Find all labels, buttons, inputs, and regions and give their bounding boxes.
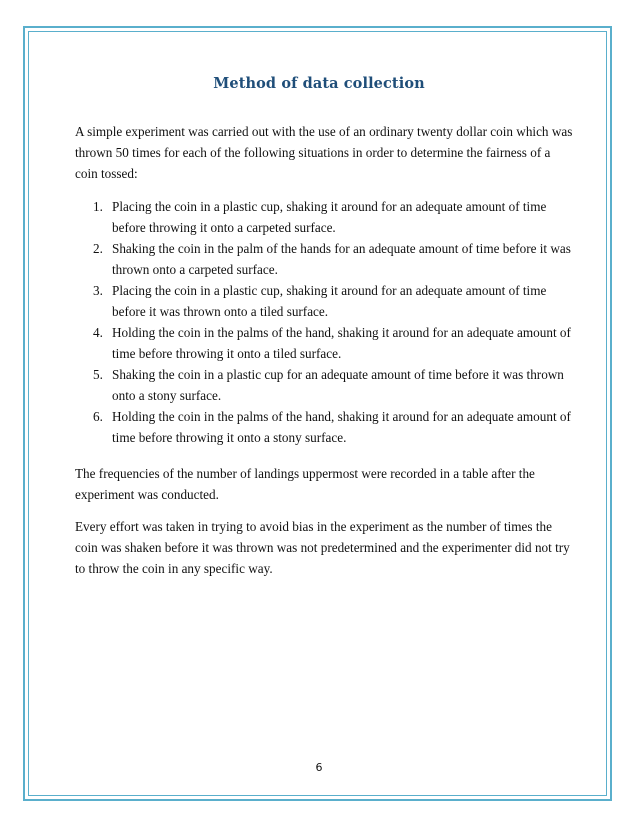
frequencies-paragraph: The frequencies of the number of landings uppermost were recorded in a table after the experiment was conducted. bbox=[75, 466, 535, 502]
list-item-number: 5. bbox=[93, 367, 103, 382]
situations-list bbox=[75, 196, 575, 448]
list-item bbox=[75, 238, 575, 280]
page-number: 6 bbox=[315, 761, 323, 774]
list-item bbox=[75, 406, 575, 448]
list-item bbox=[75, 280, 575, 322]
list-item-number: 6. bbox=[93, 409, 103, 424]
list-item-text: Shaking the coin in the palm of the hands for an adequate amount of time before it was thrown onto a carpeted surface. bbox=[112, 241, 571, 277]
list-item bbox=[75, 322, 575, 364]
list-item bbox=[75, 364, 575, 406]
list-item-text: Holding the coin in the palms of the hand, shaking it around for an adequate amount of time before throwing it onto a tiled surface. bbox=[112, 325, 571, 361]
list-item-text: Placing the coin in a plastic cup, shaking it around for an adequate amount of time before throwing it onto a carpeted surface. bbox=[112, 199, 547, 235]
intro-paragraph: A simple experiment was carried out with the use of an ordinary twenty dollar coin which was thrown 50 times for each of the following situations in order to determine the fairness of a coin tossed: bbox=[75, 124, 573, 181]
list-item-text: Placing the coin in a plastic cup, shaking it around for an adequate amount of time before it was thrown onto a tiled surface. bbox=[112, 283, 547, 319]
bias-paragraph: Every effort was taken in trying to avoid bias in the experiment as the number of times the coin was shaken before it was thrown was not predetermined and the experimenter did not try to throw the coin in any specific way. bbox=[75, 519, 570, 576]
list-item-text: Shaking the coin in a plastic cup for an adequate amount of time before it was thrown onto a stony surface. bbox=[112, 367, 564, 403]
list-item-number: 2. bbox=[93, 241, 103, 256]
section-title: Method of data collection bbox=[213, 75, 425, 92]
list-item bbox=[75, 196, 575, 238]
list-item-number: 4. bbox=[93, 325, 103, 340]
list-item-number: 1. bbox=[93, 199, 103, 214]
list-item-text: Holding the coin in the palms of the hand, shaking it around for an adequate amount of time before throwing it onto a stony surface. bbox=[112, 409, 571, 445]
list-item-number: 3. bbox=[93, 283, 103, 298]
